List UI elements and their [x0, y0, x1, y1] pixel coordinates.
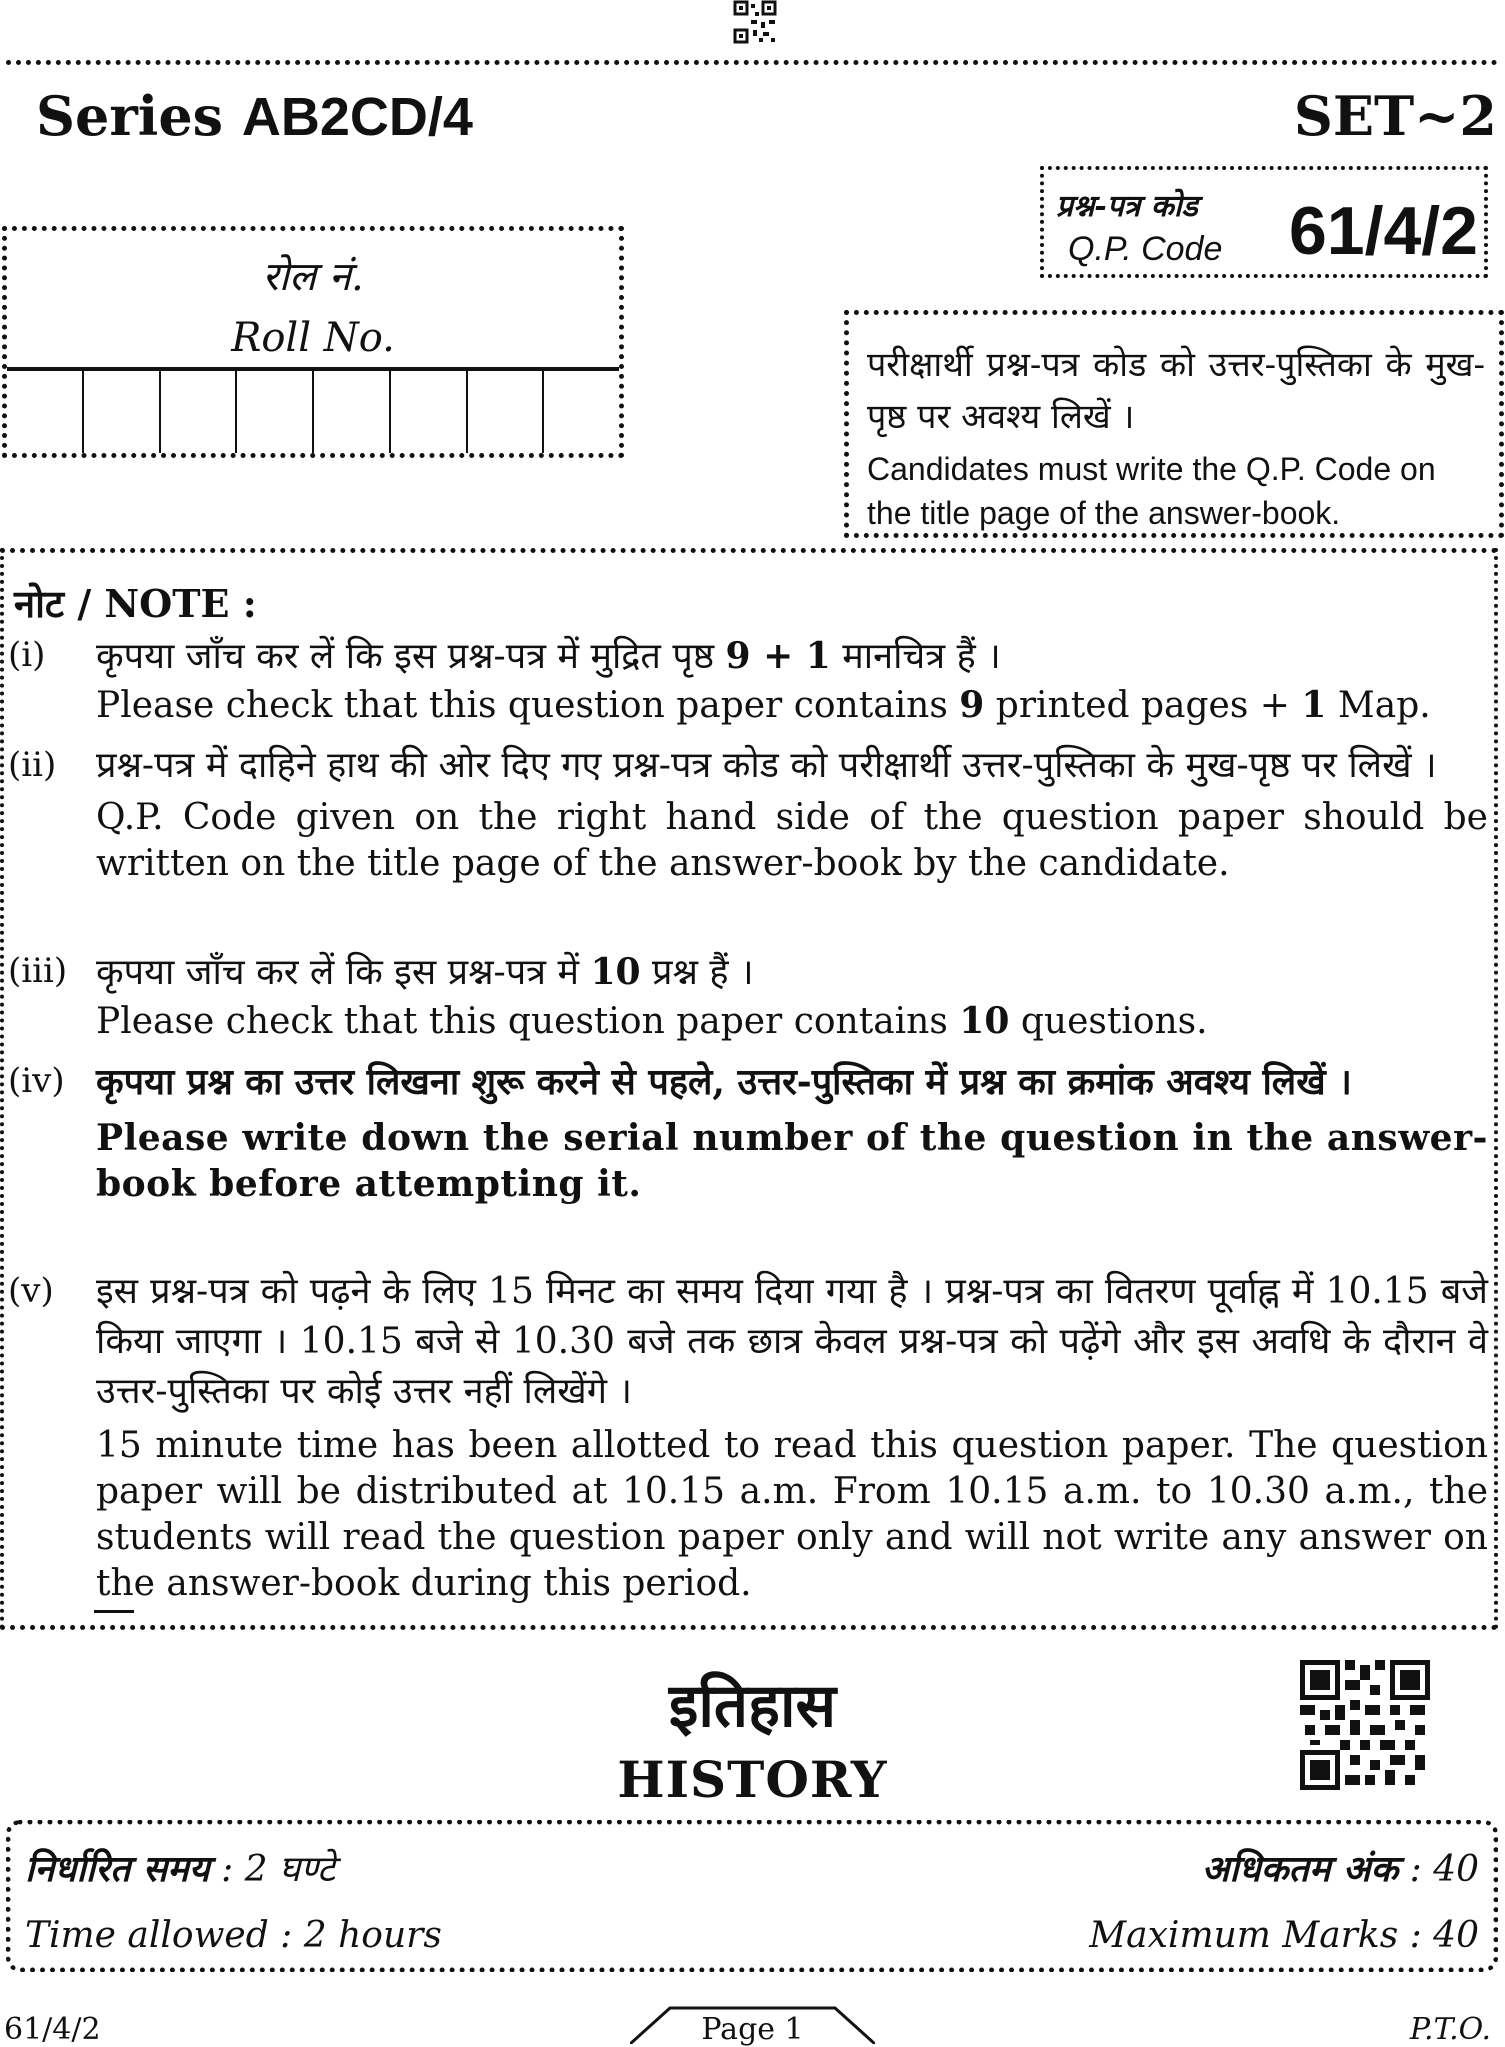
- note-hindi-bold: 10: [590, 951, 641, 993]
- subject-title-english: HISTORY: [617, 1750, 888, 1809]
- qp-code-box: [1040, 166, 1488, 278]
- roll-label-english: Roll No.: [231, 315, 395, 361]
- subject-title-hindi: इतिहास: [668, 1671, 837, 1741]
- candidate-instruction-hindi: परीक्षार्थी प्रश्न-पत्र कोड को उत्तर-पुस्तिका के मुख-पृष्ठ पर अवश्य लिखें ।: [867, 345, 1485, 437]
- roll-cell[interactable]: [468, 371, 545, 453]
- note-english-post: Map.: [1326, 685, 1431, 726]
- roll-label-hindi: रोल नं.: [262, 254, 364, 300]
- note-hindi-bold: 9 + 1: [725, 635, 831, 677]
- candidate-instruction-box: [844, 310, 1504, 538]
- roll-cell[interactable]: [7, 371, 84, 453]
- notes-section: [0, 548, 1498, 1630]
- qp-code-label-english: Q.P. Code: [1068, 230, 1223, 268]
- notes-heading: नोट / NOTE :: [14, 581, 257, 626]
- top-qr-code-icon: [733, 0, 777, 44]
- series-label: [36, 84, 473, 148]
- roll-cell[interactable]: [314, 371, 391, 453]
- page-number-badge: [630, 2004, 875, 2047]
- note-text: [96, 1267, 1488, 1607]
- roll-cell[interactable]: [391, 371, 468, 453]
- note-number: (ii): [8, 745, 57, 785]
- roll-cell[interactable]: [544, 371, 619, 453]
- note-hindi-pre: कृपया जाँच कर लें कि इस प्रश्न-पत्र में: [96, 952, 591, 993]
- footer-pto: P.T.O.: [1409, 2012, 1491, 2047]
- note-english-mid: printed pages +: [984, 685, 1302, 726]
- note-text: [96, 741, 1488, 887]
- series-text: Series: [36, 84, 242, 148]
- note-english-pre: Please check that this question paper contains: [96, 1001, 960, 1042]
- time-allowed-english: Time allowed : 2 hours: [25, 1915, 442, 1956]
- note-hindi: कृपया प्रश्न का उत्तर लिखना शुरू करने से पहले, उत्तर-पुस्तिका में प्रश्न का क्रमांक अवश्य लिखें ।: [96, 1061, 1352, 1103]
- qp-code-value: 61/4/2: [1288, 193, 1478, 269]
- series-code: AB2CD/4: [241, 87, 473, 147]
- candidate-instruction-english: Candidates must write the Q.P. Code on the title page of the answer-book.: [867, 451, 1436, 531]
- subject-qr-code-icon: [1300, 1660, 1430, 1790]
- note-english: Q.P. Code given on the right hand side of the question paper should be written on the title page of the answer-book by the candidate.: [96, 797, 1488, 884]
- set-label: SET~2: [1293, 84, 1497, 148]
- roll-cell[interactable]: [161, 371, 238, 453]
- note-english-bold: 10: [959, 1000, 1010, 1042]
- roll-number-cells: [7, 367, 619, 453]
- note-hindi-post: प्रश्न हैं ।: [640, 952, 754, 993]
- note-hindi: [96, 947, 1488, 998]
- note-hindi-pre: कृपया जाँच कर लें कि इस प्रश्न-पत्र में मुद्रित पृष्ठ: [96, 636, 726, 677]
- note-text: [96, 631, 1488, 729]
- note-number: (v): [8, 1271, 54, 1311]
- footer-paper-code: 61/4/2: [4, 2012, 101, 2047]
- note-hindi: इस प्रश्न-पत्र को पढ़ने के लिए 15 मिनट का समय दिया गया है । प्रश्न-पत्र का वितरण पूर्वाह्न में 10.15 बजे किया जाएगा । 10.15 बजे से 10.30 बजे तक छात्र केवल प्रश्न-पत्र को पढ़ेंगे और इस अवधि के दौरान वे उत्तर-पुस्तिका पर कोई उत्तर नहीं लिखेंगे ।: [96, 1271, 1488, 1412]
- note-english: Please write down the serial number of the question in the answer-book before attempting it.: [96, 1117, 1488, 1205]
- max-marks-hindi: [1202, 1843, 1479, 1892]
- roll-cell[interactable]: [237, 371, 314, 453]
- note-english-post: questions.: [1009, 1001, 1208, 1042]
- note-hindi: [96, 631, 1488, 682]
- roll-cell[interactable]: [84, 371, 161, 453]
- note-english: 15 minute time has been allotted to read this question paper. The question paper will be distributed at 10.15 a.m. From 10.15 a.m. to 10.30 a.m., the students will read the question paper only and will not write any answer on the answer-book during this period.: [96, 1425, 1488, 1604]
- time-marks-box: [6, 1820, 1498, 1972]
- decorative-underscore: [94, 1610, 134, 1613]
- note-english-bold: 9: [959, 684, 985, 726]
- roll-number-box: [2, 226, 624, 458]
- note-number: (i): [8, 635, 46, 675]
- page-number: Page 1: [701, 2012, 804, 2047]
- note-english-pre: Please check that this question paper contains: [96, 685, 960, 726]
- time-allowed-hindi: [25, 1843, 335, 1892]
- note-number: (iv): [8, 1061, 65, 1101]
- note-english: [96, 682, 1488, 729]
- note-number: (iii): [8, 951, 68, 991]
- max-marks-english: Maximum Marks : 40: [1089, 1915, 1479, 1956]
- note-english: [96, 998, 1488, 1045]
- note-hindi: प्रश्न-पत्र में दाहिने हाथ की ओर दिए गए प्रश्न-पत्र कोड को परीक्षार्थी उत्तर-पुस्तिका के मुख-पृष्ठ पर लिखें ।: [96, 745, 1437, 786]
- note-text: [96, 947, 1488, 1045]
- qp-code-label-hindi: प्रश्न-पत्र कोड: [1056, 189, 1198, 224]
- note-text: [96, 1057, 1488, 1207]
- note-english-bold: 1: [1301, 684, 1327, 726]
- time-allowed-hindi-value: : 2 घण्टे: [209, 1849, 336, 1890]
- max-marks-hindi-label: अधिकतम अंक: [1201, 1848, 1399, 1890]
- max-marks-hindi-value: : 40: [1398, 1849, 1479, 1890]
- note-hindi-post: मानचित्र हैं ।: [830, 636, 1001, 677]
- time-allowed-hindi-label: निर्धारित समय: [25, 1848, 210, 1890]
- top-divider: [6, 60, 1498, 65]
